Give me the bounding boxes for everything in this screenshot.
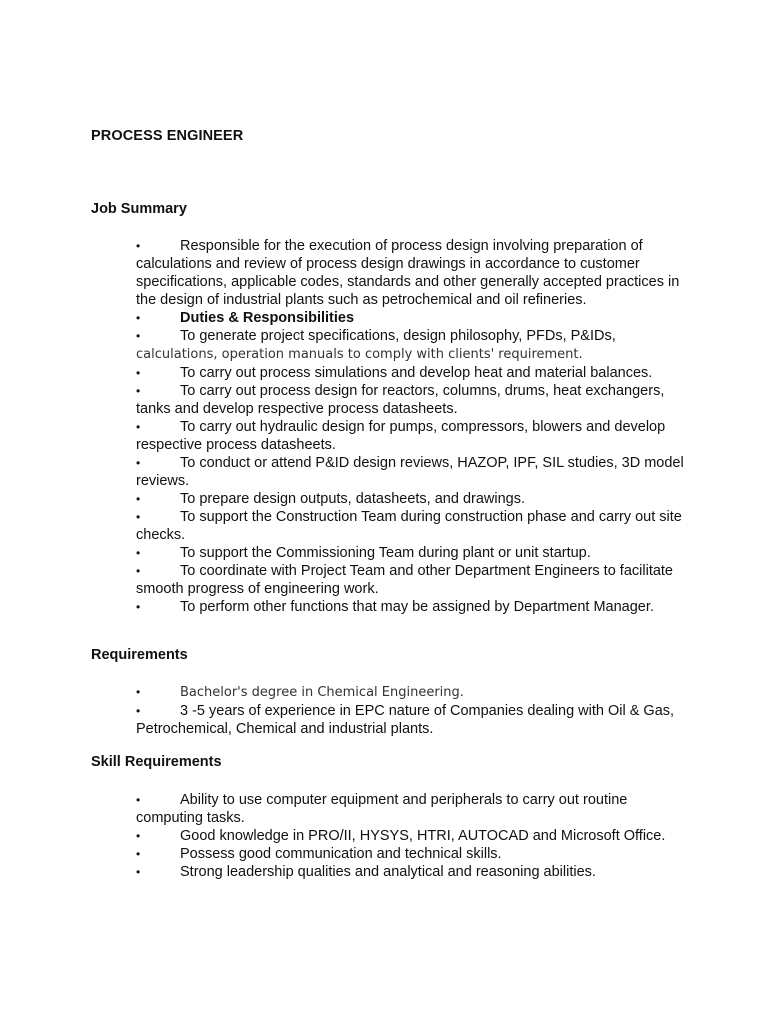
bullet-icon: •	[136, 456, 141, 470]
list-item: • Good knowledge in PRO/II, HYSYS, HTRI, AUTOCAD and Microsoft Office.	[136, 828, 666, 844]
bullet-icon: •	[136, 546, 141, 560]
bullet-icon: •	[136, 239, 141, 253]
bullet-icon: •	[136, 704, 141, 718]
job-summary-list	[136, 237, 696, 616]
bullet-icon: •	[136, 366, 141, 380]
bullet-icon: •	[136, 329, 141, 343]
list-item: • 3 -5 years of experience in EPC nature of Companies dealing with Oil & Gas, Petrochemical, Chemical and industrial plants.	[136, 703, 675, 737]
skill-requirements-list	[136, 791, 696, 881]
section-heading-skill-requirements: Skill Requirements	[91, 754, 222, 770]
bullet-icon: •	[136, 564, 141, 578]
bullet-icon: •	[136, 793, 141, 807]
list-item: • To conduct or attend P&ID design reviews, HAZOP, IPF, SIL studies, 3D model reviews.	[136, 455, 684, 489]
section-heading-job-summary: Job Summary	[91, 201, 187, 217]
list-item: • Responsible for the execution of process design involving preparation of calculations and review of process design drawings in accordance to customer specifications, applicable codes, standards and other generally accepted practices in the design of industrial plants such as petrochemical and oil refineries.	[136, 238, 680, 308]
page-title: PROCESS ENGINEER	[91, 128, 244, 144]
list-item: • Strong leadership qualities and analytical and reasoning abilities.	[136, 864, 596, 880]
bullet-icon: •	[136, 865, 141, 879]
bullet-icon: •	[136, 685, 141, 699]
list-item: • Bachelor's degree in Chemical Engineering.	[136, 685, 464, 700]
bullet-icon: •	[136, 492, 141, 506]
list-item: • Ability to use computer equipment and peripherals to carry out routine computing tasks.	[136, 792, 628, 826]
bullet-icon: •	[136, 384, 141, 398]
list-item: • To generate project specifications, design philosophy, PFDs, P&IDs,	[136, 328, 616, 344]
list-item: • To carry out process simulations and develop heat and material balances.	[136, 365, 653, 381]
list-item: • To carry out process design for reactors, columns, drums, heat exchangers, tanks and develop respective process datasheets.	[136, 383, 665, 417]
section-heading-requirements: Requirements	[91, 647, 188, 663]
list-item: • To carry out hydraulic design for pumps, compressors, blowers and develop respective process datasheets.	[136, 419, 666, 453]
bullet-icon: •	[136, 311, 141, 325]
bullet-icon: •	[136, 600, 141, 614]
bullet-icon: •	[136, 847, 141, 861]
list-item: • To support the Commissioning Team during plant or unit startup.	[136, 545, 591, 561]
list-item: • To perform other functions that may be assigned by Department Manager.	[136, 599, 654, 615]
subheading-duties: Duties & Responsibilities	[180, 310, 355, 326]
requirements-list	[136, 683, 696, 738]
list-item: • Possess good communication and technical skills.	[136, 846, 502, 862]
bullet-icon: •	[136, 420, 141, 434]
list-item-continuation: calculations, operation manuals to comply with clients' requirement.	[136, 347, 583, 362]
list-item: • To coordinate with Project Team and other Department Engineers to facilitate smooth progress of engineering work.	[136, 563, 673, 597]
list-item: • To support the Construction Team during construction phase and carry out site checks.	[136, 509, 682, 543]
bullet-icon: •	[136, 510, 141, 524]
bullet-icon: •	[136, 829, 141, 843]
list-item: • To prepare design outputs, datasheets, and drawings.	[136, 491, 526, 507]
list-item	[136, 309, 696, 327]
